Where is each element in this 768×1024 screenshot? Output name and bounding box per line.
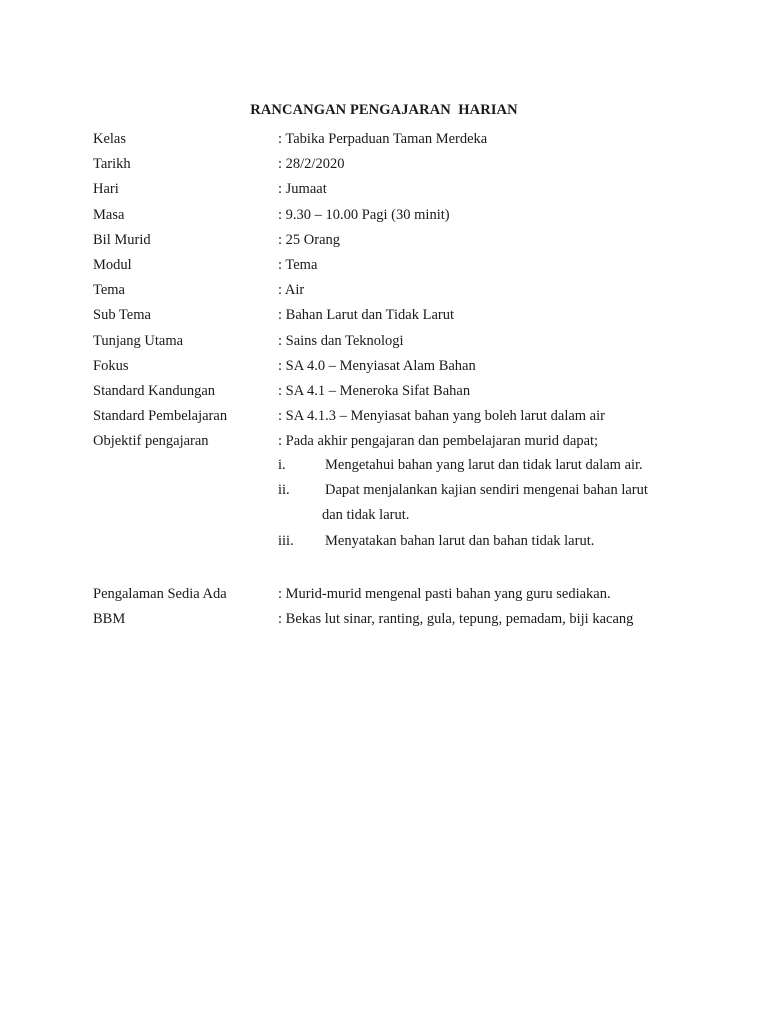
field-tema bbox=[93, 278, 693, 303]
field-modul bbox=[93, 253, 693, 278]
field-label: Objektif pengajaran bbox=[93, 433, 209, 450]
list-item bbox=[0, 453, 768, 478]
field-label: Sub Tema bbox=[93, 307, 151, 324]
field-bil-murid bbox=[93, 228, 693, 253]
field-value: : Sains dan Teknologi bbox=[278, 332, 404, 349]
field-label: Bil Murid bbox=[93, 231, 151, 248]
field-label: Tarikh bbox=[93, 156, 131, 173]
field-value: : 28/2/2020 bbox=[278, 156, 345, 173]
field-value: : Air bbox=[278, 282, 305, 299]
objectives-list bbox=[0, 453, 768, 554]
field-standard-pembelajaran bbox=[93, 404, 693, 429]
field-objektif-pengajaran bbox=[93, 429, 693, 454]
field-value: : Tabika Perpaduan Taman Merdeka bbox=[278, 131, 488, 147]
document-title: RANCANGAN PENGAJARAN HARIAN bbox=[250, 102, 518, 118]
objective-text: Menyatakan bahan larut dan bahan tidak larut. bbox=[325, 532, 595, 549]
list-text bbox=[325, 453, 685, 478]
field-value: : 9.30 – 10.00 Pagi (30 minit) bbox=[278, 206, 450, 223]
field-standard-kandungan bbox=[93, 379, 693, 404]
field-label: Kelas bbox=[93, 131, 127, 147]
field-label: BBM bbox=[93, 611, 126, 628]
field-label: Hari bbox=[93, 181, 119, 198]
list-text bbox=[325, 529, 685, 554]
field-label: Masa bbox=[93, 206, 125, 223]
field-fokus bbox=[93, 354, 693, 379]
field-value: : SA 4.1 – Meneroka Sifat Bahan bbox=[278, 382, 471, 399]
field-value: : Tema bbox=[278, 256, 318, 273]
field-value: : Pada akhir pengajaran dan pembelajaran murid dapat; bbox=[278, 433, 599, 450]
field-bbm bbox=[93, 607, 713, 632]
list-number: iii. bbox=[278, 532, 294, 549]
field-tarikh bbox=[93, 152, 693, 177]
list-item bbox=[0, 478, 768, 528]
field-value: : SA 4.1.3 – Menyiasat bahan yang boleh larut dalam air bbox=[278, 408, 605, 425]
field-hari bbox=[93, 177, 693, 202]
list-item bbox=[0, 529, 768, 554]
field-tunjang-utama bbox=[93, 329, 693, 354]
list-number: i. bbox=[278, 457, 286, 473]
field-value: : Bekas lut sinar, ranting, gula, tepung, pemadam, biji kacang bbox=[278, 611, 634, 628]
field-label: Pengalaman Sedia Ada bbox=[93, 586, 227, 602]
field-value: : SA 4.0 – Menyiasat Alam Bahan bbox=[278, 357, 476, 374]
field-value: : Murid-murid mengenal pasti bahan yang guru sediakan. bbox=[278, 586, 611, 602]
list-text bbox=[322, 478, 685, 528]
lesson-info-fields bbox=[93, 127, 693, 454]
objective-text: Mengetahui bahan yang larut dan tidak larut dalam air. bbox=[325, 457, 643, 473]
field-value: : Jumaat bbox=[278, 181, 327, 198]
objective-text-continued: dan tidak larut. bbox=[322, 507, 410, 524]
field-value: : 25 Orang bbox=[278, 231, 341, 248]
list-number: ii. bbox=[278, 482, 290, 499]
field-masa bbox=[93, 203, 693, 228]
field-label: Modul bbox=[93, 256, 132, 273]
field-sub-tema bbox=[93, 303, 693, 328]
field-value: : Bahan Larut dan Tidak Larut bbox=[278, 307, 454, 324]
field-label: Tema bbox=[93, 282, 125, 299]
additional-info-fields bbox=[93, 582, 713, 632]
objective-text: Dapat menjalankan kajian sendiri mengenai bahan larut bbox=[325, 482, 648, 499]
field-label: Tunjang Utama bbox=[93, 332, 184, 349]
field-kelas bbox=[93, 127, 693, 152]
field-label: Fokus bbox=[93, 357, 129, 374]
field-pengalaman-sedia-ada bbox=[93, 582, 713, 607]
field-label: Standard Pembelajaran bbox=[93, 408, 228, 425]
field-label: Standard Kandungan bbox=[93, 382, 216, 399]
